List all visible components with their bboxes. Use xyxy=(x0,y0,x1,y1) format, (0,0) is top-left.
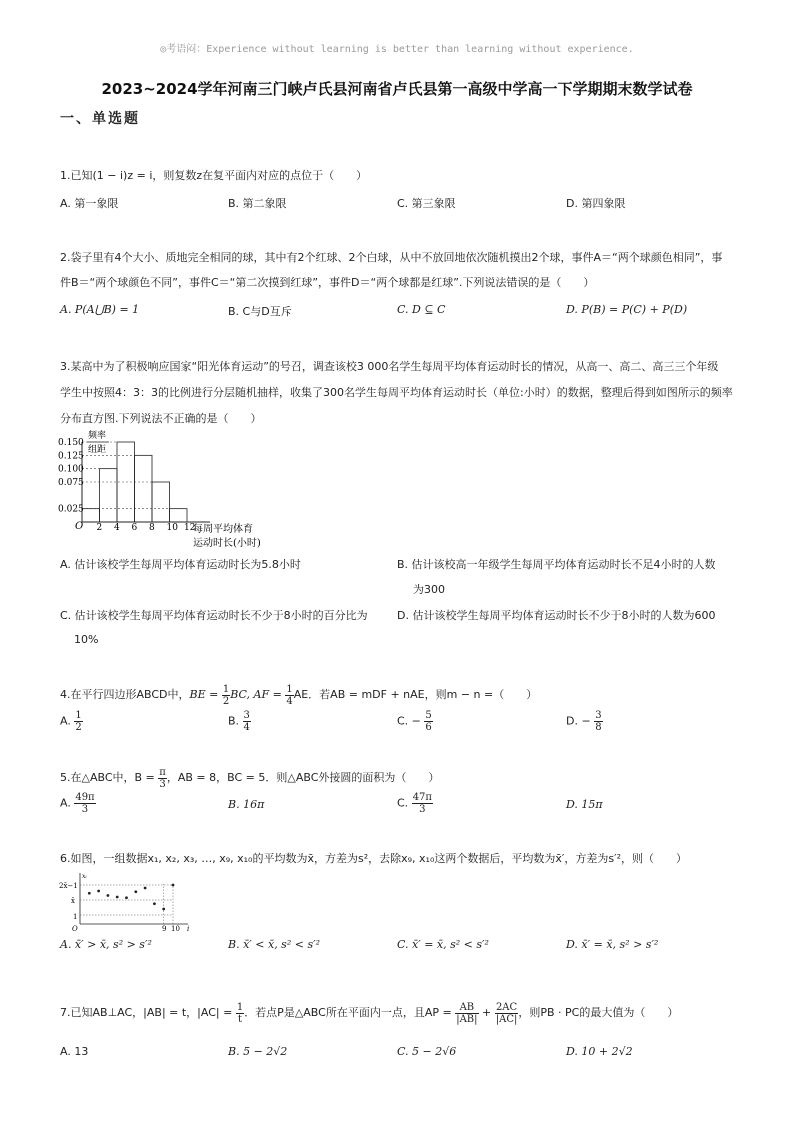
q3-option-c[interactable]: C. 估计该校学生每周平均体育运动时长不少于8小时的百分比为 xyxy=(60,609,368,622)
q6-option-a[interactable]: A. x̄′ > x̄, s² > s′² xyxy=(60,938,152,951)
hist-xlabel-1: 每周平均体育 xyxy=(193,524,253,535)
q4-option-c[interactable]: C. − $\frac{5}{6}$ xyxy=(397,710,432,733)
q1-option-a[interactable]: A. 第一象限 xyxy=(60,197,119,210)
hist-xlabel-2: 运动时长(小时) xyxy=(193,538,261,549)
q1-option-b[interactable]: B. 第二象限 xyxy=(228,197,287,210)
q1-option-c[interactable]: C. 第三象限 xyxy=(397,197,456,210)
question-3-line-3: 分布直方图.下列说法不正确的是（ ） xyxy=(60,412,262,425)
question-2-line-2: 件B＝“两个球颜色不同”，事件C＝“第二次摸到红球”，事件D＝“两个球都是红球”.下列说法错误的是（ ） xyxy=(60,276,595,289)
q4-stem-b: BE = xyxy=(189,688,222,701)
page-title: 2023~2024学年河南三门峡卢氏县河南省卢氏县第一高级中学高一下学期期末数学试卷 xyxy=(101,80,693,98)
q4-fraction-1: $\frac{1}{2}$ xyxy=(222,683,230,707)
question-7-stem xyxy=(60,1000,740,1025)
q2-option-a[interactable]: A. P(A⋃B) = 1 xyxy=(60,303,140,316)
hist-xtick-label: 12 xyxy=(184,523,196,533)
scatter-point-9 xyxy=(162,908,165,911)
question-6-stem: 6.如图，一组数据x₁, x₂, x₃, …, x₉, x₁₀的平均数为x̄，方差为s²，去除x₉, x₁₀这两个数据后，平均数为x̄′，方差为s′²，则（ ） xyxy=(60,852,688,865)
hist-ylabel-bottom: 组距 xyxy=(88,445,107,455)
scatter-ylabel-mean: x̄ xyxy=(71,897,75,905)
hist-ytick-label: 0.075 xyxy=(58,478,84,488)
q3-option-a[interactable]: A. 估计该校学生每周平均体育运动时长为5.8小时 xyxy=(60,558,301,571)
q2-option-d[interactable]: D. P(B) = P(C) + P(D) xyxy=(566,303,688,316)
hist-bar-[6,8) xyxy=(135,455,153,522)
scatter-point-10 xyxy=(172,884,175,887)
scatter-xaxis-label: i xyxy=(187,925,190,932)
q7-fraction-2: $\frac{AB}{|AB|}$ xyxy=(456,1001,478,1025)
scatter-point-4 xyxy=(116,896,119,899)
q4-stem-d: AE．若AB = mDF + nAE，则m − n =（ ） xyxy=(293,688,538,701)
hist-bar-[8,10) xyxy=(152,482,170,522)
q7-stem-a: 7.已知AB⊥AC，|AB| = t，|AC| = xyxy=(60,1006,236,1019)
scatter-point-8 xyxy=(153,902,156,905)
hist-xtick-label: 8 xyxy=(149,523,155,533)
q7-option-d[interactable]: D. 10 + 2√2 xyxy=(566,1045,633,1058)
scatter-ylabel-one: 1 xyxy=(73,913,78,921)
hist-xtick-label: 10 xyxy=(166,523,178,533)
q7-option-b[interactable]: B. 5 − 2√2 xyxy=(228,1045,288,1058)
scatter-ylabel-top: 2x̄−1 xyxy=(59,882,78,890)
q3-option-d[interactable]: D. 估计该校学生每周平均体育运动时长不少于8小时的人数为600 xyxy=(397,609,716,622)
q3-option-b-cont: 为300 xyxy=(413,583,445,596)
hist-xtick-label: 4 xyxy=(114,523,120,533)
q2-option-b[interactable]: B. C与D互斥 xyxy=(228,305,292,318)
q2-option-c[interactable]: C. D ⊆ C xyxy=(397,303,446,316)
hist-ytick-label: 0.125 xyxy=(58,451,84,462)
q6-option-c[interactable]: C. x̄′ = x̄, s² < s′² xyxy=(397,938,489,951)
q7-fraction-1: $\frac{1}{t}$ xyxy=(236,1001,244,1025)
q5-fraction: $\frac{\pi}{3}$ xyxy=(159,766,166,790)
watermark-quote: ◎考语闷：Experience without learning is better than learning without experience. xyxy=(160,44,634,55)
hist-bar-[0,2) xyxy=(82,509,100,522)
scatter-point-6 xyxy=(134,890,137,893)
scatter-point-7 xyxy=(144,887,147,890)
section-heading: 一、单选题 xyxy=(60,111,140,127)
hist-bar-[10,12] xyxy=(170,509,188,522)
q7-option-a[interactable]: A. 13 xyxy=(60,1045,89,1058)
question-4-stem xyxy=(60,682,740,707)
q5-option-c[interactable]: C. $\frac{47\pi}{3}$ xyxy=(397,792,432,815)
hist-ytick-label: 0.150 xyxy=(58,438,84,448)
q7-option-c[interactable]: C. 5 − 2√6 xyxy=(397,1045,457,1058)
question-3-line-2: 学生中按照4：3：3的比例进行分层随机抽样，收集了300名学生每周平均体育运动时长（单位:小时）的数据，整理后得到如图所示的频率 xyxy=(60,386,733,399)
q5-stem-b: ，AB = 8，BC = 5．则△ABC外接圆的面积为（ ） xyxy=(166,771,440,784)
question-1-stem: 1.已知(1 − i)z = i，则复数z在复平面内对应的点位于（ ） xyxy=(60,169,368,182)
hist-xtick-label: 2 xyxy=(96,523,103,533)
q5-option-a[interactable]: A. $\frac{49\pi}{3}$ xyxy=(60,792,95,815)
hist-ytick-label: 0.100 xyxy=(58,464,84,475)
data-scatter-figure xyxy=(58,870,198,932)
q4-stem-a: 4.在平行四边形ABCD中， xyxy=(60,688,190,701)
q7-fraction-3: $\frac{2AC}{|AC|}$ xyxy=(495,1001,518,1025)
q6-option-d[interactable]: D. x̄′ = x̄, s² > s′² xyxy=(566,938,659,951)
q5-option-d[interactable]: D. 15π xyxy=(566,798,603,811)
q4-option-d[interactable]: D. − $\frac{3}{8}$ xyxy=(566,710,602,733)
scatter-origin: O xyxy=(72,925,78,932)
scatter-point-3 xyxy=(107,894,110,897)
scatter-point-2 xyxy=(97,890,100,893)
q5-stem-a: 5.在△ABC中，B = xyxy=(60,771,159,784)
q1-option-d[interactable]: D. 第四象限 xyxy=(566,197,626,210)
q5-option-b[interactable]: B. 16π xyxy=(228,798,265,811)
q7-stem-c: ，则PB · PC的最大值为（ ） xyxy=(518,1006,679,1019)
question-2-line-1: 2.袋子里有4个大小、质地完全相同的球，其中有2个红球、2个白球，从中不放回地依次随机摸出2个球，事件A＝“两个球颜色相同”，事 xyxy=(60,251,723,264)
q3-option-b[interactable]: B. 估计该校高一年级学生每周平均体育运动时长不足4小时的人数 xyxy=(397,558,716,571)
q6-option-b[interactable]: B. x̄′ < x̄, s² < s′² xyxy=(228,938,321,951)
q4-fraction-2: $\frac{1}{4}$ xyxy=(286,683,293,707)
hist-xtick-label: 6 xyxy=(131,523,138,533)
scatter-xlabel-9: 9 xyxy=(162,925,167,932)
scatter-point-1 xyxy=(88,892,91,895)
q7-stem-b: ．若点P是△ABC所在平面内一点，且AP = xyxy=(244,1006,456,1019)
frequency-histogram xyxy=(58,428,278,550)
hist-ytick-label: 0.025 xyxy=(58,504,84,515)
question-3-line-1: 3.某高中为了积极响应国家“阳光体育运动”的号召，调查该校3 000名学生每周平均体育运动时长的情况，从高一、高二、高三三个年级 xyxy=(60,360,719,373)
hist-ylabel-top: 频率 xyxy=(88,431,107,441)
q7-plus: + xyxy=(482,1006,492,1019)
q4-option-a[interactable]: A. $\frac{1}{2}$ xyxy=(60,710,82,733)
question-5-stem xyxy=(60,765,740,790)
q4-option-b[interactable]: B. $\frac{3}{4}$ xyxy=(228,710,250,733)
hist-bar-[2,4) xyxy=(100,469,118,522)
q4-stem-c: BC, AF = xyxy=(230,688,286,701)
scatter-yaxis-label: xᵢ xyxy=(82,873,87,880)
scatter-xlabel-10: 10 xyxy=(171,925,180,932)
hist-origin: O xyxy=(75,521,84,532)
q3-option-c-cont: 10% xyxy=(74,633,99,646)
scatter-point-5 xyxy=(125,896,128,899)
